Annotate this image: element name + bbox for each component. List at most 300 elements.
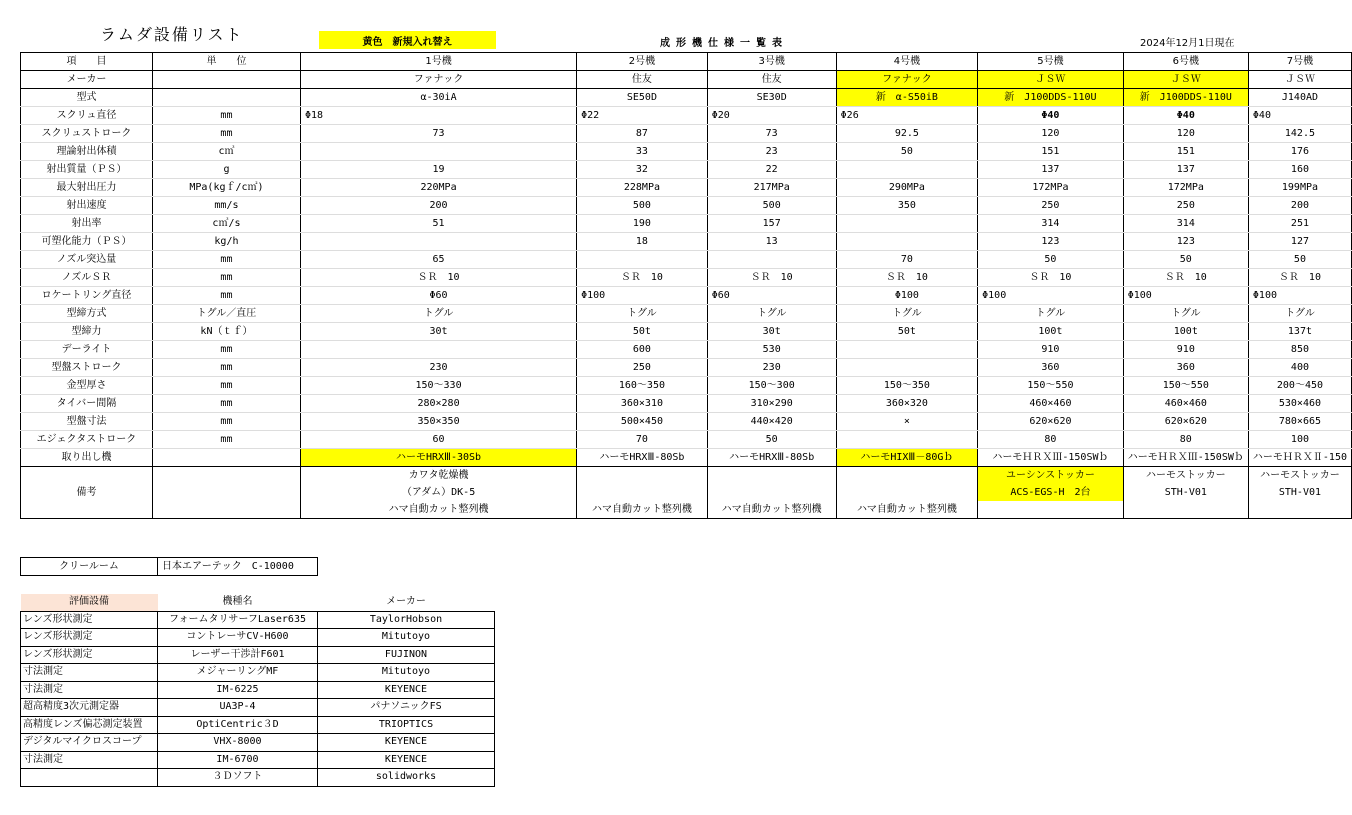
eval-cell-2: KEYENCE	[318, 751, 495, 769]
eval-cell-2: TRIOPTICS	[318, 716, 495, 734]
remarks-line	[577, 484, 707, 501]
row-label: 金型厚さ	[21, 377, 153, 395]
cell-machine-3: 157	[707, 215, 836, 233]
spec-row	[21, 449, 1352, 467]
cell-machine-4	[836, 233, 977, 251]
header-machine-6: 6号機	[1123, 53, 1248, 71]
eval-row	[21, 699, 495, 717]
row-unit: mm	[152, 431, 300, 449]
cell-machine-6: 910	[1123, 341, 1248, 359]
cell-machine-3: 217MPa	[707, 179, 836, 197]
spec-row	[21, 179, 1352, 197]
cell-machine-6: Φ100	[1123, 287, 1248, 305]
cell-machine-6: 50	[1123, 251, 1248, 269]
cell-machine-1: Φ18	[300, 107, 576, 125]
cell-machine-5: 460×460	[978, 395, 1124, 413]
spec-row	[21, 197, 1352, 215]
cell-machine-4: トグル	[836, 305, 977, 323]
cell-machine-6: 172MPa	[1123, 179, 1248, 197]
cell-machine-3: 150～300	[707, 377, 836, 395]
header-machine-4: 4号機	[836, 53, 977, 71]
cell-machine-3: 530	[707, 341, 836, 359]
remarks-line: ハーモストッカー	[1260, 470, 1340, 481]
row-unit: mm	[152, 377, 300, 395]
cell-machine-7: 780×665	[1248, 413, 1351, 431]
cell-machine-2: 360×310	[577, 395, 708, 413]
cell-machine-6: 123	[1123, 233, 1248, 251]
eval-cell-2: KEYENCE	[318, 681, 495, 699]
eval-cell-2: Mitutoyo	[318, 629, 495, 647]
remarks-line	[708, 467, 836, 484]
row-label: 型締方式	[21, 305, 153, 323]
remarks-line	[1249, 501, 1351, 518]
cell-machine-5: 172MPa	[978, 179, 1124, 197]
cell-machine-6: 150～550	[1123, 377, 1248, 395]
eval-cell-0: 高精度レンズ偏芯測定装置	[21, 716, 158, 734]
eval-cell-2: solidworks	[318, 769, 495, 787]
cell-machine-7: J140AD	[1248, 89, 1351, 107]
eval-row	[21, 664, 495, 682]
cell-machine-7: トグル	[1248, 305, 1351, 323]
row-unit	[152, 449, 300, 467]
eval-cell-2: パナソニックFS	[318, 699, 495, 717]
row-unit: mm	[152, 269, 300, 287]
row-unit: c㎥/s	[152, 215, 300, 233]
cell-machine-7: 142.5	[1248, 125, 1351, 143]
cell-machine-3: 23	[707, 143, 836, 161]
cell-machine-5: 50	[978, 251, 1124, 269]
remarks-line: （アダム）DK-5	[401, 487, 476, 498]
row-label: スクリュ直径	[21, 107, 153, 125]
spec-row	[21, 359, 1352, 377]
remarks-line: ハマ自動カット整列機	[388, 504, 489, 515]
machine-spec-table	[20, 52, 1352, 519]
cell-machine-2: ハーモHRXⅢ-80Sb	[577, 449, 708, 467]
cell-machine-3: 30t	[707, 323, 836, 341]
cell-machine-4: ×	[836, 413, 977, 431]
cell-machine-3: 13	[707, 233, 836, 251]
remarks-line: STH-V01	[1164, 487, 1207, 498]
cell-machine-5: 80	[978, 431, 1124, 449]
eval-row	[21, 681, 495, 699]
cell-machine-2: 500×450	[577, 413, 708, 431]
spec-row	[21, 395, 1352, 413]
eval-cell-1: IM-6225	[158, 681, 318, 699]
spec-row	[21, 287, 1352, 305]
cell-machine-6: ＳＲ 10	[1123, 269, 1248, 287]
cell-machine-4: ＳＲ 10	[836, 269, 977, 287]
cell-machine-7: ＪＳＷ	[1248, 71, 1351, 89]
spec-row	[21, 215, 1352, 233]
cell-machine-2: Φ100	[577, 287, 708, 305]
row-unit: g	[152, 161, 300, 179]
cell-machine-6: 新 J100DDS-110U	[1123, 89, 1248, 107]
cell-machine-7: 127	[1248, 233, 1351, 251]
cell-machine-6: 120	[1123, 125, 1248, 143]
cell-machine-1: 65	[300, 251, 576, 269]
row-label: 取り出し機	[21, 449, 153, 467]
cell-machine-6: 620×620	[1123, 413, 1248, 431]
row-unit: トグル／直圧	[152, 305, 300, 323]
cell-machine-4	[836, 215, 977, 233]
cell-machine-6: 151	[1123, 143, 1248, 161]
row-label: メーカー	[21, 71, 153, 89]
cell-machine-5: ハーモＨＲＸⅢ-150SWｂ	[978, 449, 1124, 467]
row-unit: kN（ｔｆ）	[152, 323, 300, 341]
remarks-line	[708, 484, 836, 501]
cell-machine-1: 200	[300, 197, 576, 215]
cell-machine-5: Φ100	[978, 287, 1124, 305]
remarks-line: ハマ自動カット整列機	[856, 504, 957, 515]
remarks-row	[21, 467, 1352, 519]
cell-machine-2: 500	[577, 197, 708, 215]
row-label: 理論射出体積	[21, 143, 153, 161]
spec-row	[21, 143, 1352, 161]
cell-machine-1: 150～330	[300, 377, 576, 395]
eval-row	[21, 769, 495, 787]
remarks-line: ハマ自動カット整列機	[591, 504, 692, 515]
cell-machine-3: トグル	[707, 305, 836, 323]
eval-cell-2: FUJINON	[318, 646, 495, 664]
eval-cell-1: IM-6700	[158, 751, 318, 769]
remarks-line	[1124, 501, 1248, 518]
cell-machine-5: 151	[978, 143, 1124, 161]
cell-machine-1: 19	[300, 161, 576, 179]
cell-machine-1: 230	[300, 359, 576, 377]
cell-machine-1: 30t	[300, 323, 576, 341]
cell-machine-4	[836, 359, 977, 377]
eval-cell-0: デジタルマイクロスコープ	[21, 734, 158, 752]
cell-machine-4	[836, 161, 977, 179]
cell-machine-3: 住友	[707, 71, 836, 89]
remarks-line	[577, 467, 707, 484]
row-unit: mm	[152, 125, 300, 143]
cell-machine-7: 850	[1248, 341, 1351, 359]
remarks-machine-1	[300, 467, 576, 519]
row-label: スクリュストローク	[21, 125, 153, 143]
cell-machine-2: 228MPa	[577, 179, 708, 197]
cell-machine-3: 310×290	[707, 395, 836, 413]
cell-machine-5: 100t	[978, 323, 1124, 341]
cell-machine-1: トグル	[300, 305, 576, 323]
cell-machine-3: Φ60	[707, 287, 836, 305]
page-title: ラムダ設備リスト	[100, 25, 244, 44]
cell-machine-7: 530×460	[1248, 395, 1351, 413]
spec-row	[21, 305, 1352, 323]
remarks-line: ACS-EGS-H 2台	[978, 484, 1123, 501]
cell-machine-7: ＳＲ 10	[1248, 269, 1351, 287]
cell-machine-6: 100t	[1123, 323, 1248, 341]
cell-machine-5: トグル	[978, 305, 1124, 323]
cell-machine-4: Φ26	[836, 107, 977, 125]
row-label: 射出速度	[21, 197, 153, 215]
remarks-line: カワタ乾燥機	[408, 470, 469, 481]
row-unit	[152, 89, 300, 107]
eval-cell-2: Mitutoyo	[318, 664, 495, 682]
spec-row	[21, 233, 1352, 251]
cell-machine-1: ＳＲ 10	[300, 269, 576, 287]
cell-machine-3: 73	[707, 125, 836, 143]
cell-machine-4: 290MPa	[836, 179, 977, 197]
cell-machine-5: 137	[978, 161, 1124, 179]
cell-machine-4: Φ100	[836, 287, 977, 305]
eval-cell-1: VHX-8000	[158, 734, 318, 752]
cell-machine-5: 120	[978, 125, 1124, 143]
cell-machine-3	[707, 251, 836, 269]
cell-machine-6: ＪＳＷ	[1123, 71, 1248, 89]
row-label: ノズルＳＲ	[21, 269, 153, 287]
cell-machine-2: 32	[577, 161, 708, 179]
cell-machine-1: 73	[300, 125, 576, 143]
cell-machine-3: SE30D	[707, 89, 836, 107]
cell-machine-2	[577, 251, 708, 269]
cell-machine-1: 51	[300, 215, 576, 233]
eval-cell-1: ３Ｄソフト	[158, 769, 318, 787]
eval-cell-2: KEYENCE	[318, 734, 495, 752]
cell-machine-1: 220MPa	[300, 179, 576, 197]
cell-machine-5: Φ40	[978, 107, 1124, 125]
row-unit: mm	[152, 251, 300, 269]
cell-machine-5: 620×620	[978, 413, 1124, 431]
cell-machine-2: 87	[577, 125, 708, 143]
cell-machine-7: 137t	[1248, 323, 1351, 341]
remarks-machine-7	[1248, 467, 1351, 519]
cell-machine-6: 314	[1123, 215, 1248, 233]
cell-machine-3: Φ20	[707, 107, 836, 125]
cell-machine-5: ＳＲ 10	[978, 269, 1124, 287]
cell-machine-2: ＳＲ 10	[577, 269, 708, 287]
cleanroom-label: クリールーム	[21, 558, 158, 576]
cell-machine-7: 251	[1248, 215, 1351, 233]
cell-machine-5: 250	[978, 197, 1124, 215]
eval-row	[21, 716, 495, 734]
cell-machine-1	[300, 233, 576, 251]
eval-header-0: 評価設備	[21, 594, 158, 611]
row-unit: mm/s	[152, 197, 300, 215]
cell-machine-4: 50t	[836, 323, 977, 341]
header-machine-5: 5号機	[978, 53, 1124, 71]
legend-new-replacement: 黄色 新規入れ替え	[319, 31, 496, 49]
row-label: 最大射出圧力	[21, 179, 153, 197]
row-label: 型締力	[21, 323, 153, 341]
cell-machine-4	[836, 431, 977, 449]
remarks-machine-4	[836, 467, 977, 519]
spec-row	[21, 251, 1352, 269]
spec-row	[21, 341, 1352, 359]
row-unit: mm	[152, 413, 300, 431]
cell-machine-1: Φ60	[300, 287, 576, 305]
header-machine-2: 2号機	[577, 53, 708, 71]
cell-machine-4: ファナック	[836, 71, 977, 89]
cell-machine-1: α-30iA	[300, 89, 576, 107]
eval-header-1: 機種名	[222, 596, 253, 607]
cell-machine-6: 460×460	[1123, 395, 1248, 413]
cell-machine-7: 160	[1248, 161, 1351, 179]
row-unit: kg/h	[152, 233, 300, 251]
cell-machine-5: 360	[978, 359, 1124, 377]
cell-machine-3: ＳＲ 10	[707, 269, 836, 287]
cell-machine-1: ハーモHRXⅢ-30Sb	[300, 449, 576, 467]
row-label: ロケートリング直径	[21, 287, 153, 305]
cell-machine-1	[300, 341, 576, 359]
eval-cell-1: コントレーサCV-H600	[158, 629, 318, 647]
eval-header-row	[21, 594, 495, 611]
cell-machine-6: 80	[1123, 431, 1248, 449]
eval-row	[21, 646, 495, 664]
eval-cell-1: レーザー干渉計F601	[158, 646, 318, 664]
cell-machine-7: 199MPa	[1248, 179, 1351, 197]
header-machine-7: 7号機	[1248, 53, 1351, 71]
cell-machine-4: 新 α-S50iB	[836, 89, 977, 107]
remarks-line	[837, 484, 977, 501]
cell-machine-2: 18	[577, 233, 708, 251]
cell-machine-6: ハーモＨＲＸⅢ-150SWｂ	[1123, 449, 1248, 467]
row-label: エジェクタストローク	[21, 431, 153, 449]
header-item: 項 目	[21, 53, 153, 71]
row-label: 可塑化能力（ＰＳ）	[21, 233, 153, 251]
remarks-label: 備考	[21, 467, 153, 519]
cell-machine-2: 250	[577, 359, 708, 377]
cell-machine-2: 70	[577, 431, 708, 449]
cell-machine-1: ファナック	[300, 71, 576, 89]
cell-machine-1	[300, 143, 576, 161]
eval-cell-2: TaylorHobson	[318, 611, 495, 629]
row-label: 型式	[21, 89, 153, 107]
eval-row	[21, 611, 495, 629]
remarks-machine-6	[1123, 467, 1248, 519]
remarks-line: STH-V01	[1278, 487, 1322, 498]
spec-row	[21, 89, 1352, 107]
spec-row	[21, 161, 1352, 179]
eval-header-2: メーカー	[386, 596, 426, 607]
row-unit: mm	[152, 341, 300, 359]
evaluation-equipment-table	[20, 594, 495, 787]
cell-machine-4	[836, 341, 977, 359]
as-of-date: 2024年12月1日現在	[1140, 38, 1235, 49]
eval-row	[21, 751, 495, 769]
cell-machine-6: 137	[1123, 161, 1248, 179]
spec-row	[21, 71, 1352, 89]
spec-row	[21, 269, 1352, 287]
cell-machine-7: Φ100	[1248, 287, 1351, 305]
cell-machine-7: Φ40	[1248, 107, 1351, 125]
remarks-line	[978, 501, 1123, 518]
cell-machine-5: ＪＳＷ	[978, 71, 1124, 89]
cell-machine-4: ハーモHIXⅢ－80Gｂ	[836, 449, 977, 467]
cell-machine-2: 50t	[577, 323, 708, 341]
eval-cell-0: 寸法測定	[21, 664, 158, 682]
row-label: 射出質量（ＰＳ）	[21, 161, 153, 179]
cell-machine-4: 360×320	[836, 395, 977, 413]
cell-machine-2: トグル	[577, 305, 708, 323]
row-unit: mm	[152, 287, 300, 305]
cell-machine-2: 住友	[577, 71, 708, 89]
cell-machine-2: 600	[577, 341, 708, 359]
row-unit: mm	[152, 395, 300, 413]
cell-machine-2: 190	[577, 215, 708, 233]
spec-row	[21, 413, 1352, 431]
eval-cell-0: レンズ形状測定	[21, 646, 158, 664]
remarks-line: ハマ自動カット整列機	[721, 504, 822, 515]
eval-cell-1: メジャーリングMF	[158, 664, 318, 682]
spec-row	[21, 107, 1352, 125]
eval-cell-0: 超高精度3次元測定器	[21, 699, 158, 717]
remarks-machine-3	[707, 467, 836, 519]
row-unit: c㎥	[152, 143, 300, 161]
cell-machine-4: 70	[836, 251, 977, 269]
header-row	[21, 53, 1352, 71]
eval-cell-0: レンズ形状測定	[21, 629, 158, 647]
cell-machine-5: 314	[978, 215, 1124, 233]
cell-machine-2: 33	[577, 143, 708, 161]
row-label: デーライト	[21, 341, 153, 359]
row-label: 射出率	[21, 215, 153, 233]
cleanroom-table	[20, 557, 318, 576]
eval-cell-0: 寸法測定	[21, 751, 158, 769]
eval-cell-1: フォームタリサーフLaser635	[158, 611, 318, 629]
cell-machine-7: ハーモＨＲＸⅡ-150	[1248, 449, 1351, 467]
header-machine-1: 1号機	[300, 53, 576, 71]
remarks-unit	[152, 467, 300, 519]
cell-machine-1: 280×280	[300, 395, 576, 413]
cell-machine-2: SE50D	[577, 89, 708, 107]
row-label: 型盤ストローク	[21, 359, 153, 377]
spec-row	[21, 431, 1352, 449]
cell-machine-7: 100	[1248, 431, 1351, 449]
table-heading: 成形機仕様一覧表	[660, 38, 788, 49]
remarks-machine-5	[978, 467, 1124, 519]
remarks-machine-2	[577, 467, 708, 519]
eval-cell-0	[21, 769, 158, 787]
cell-machine-7: 400	[1248, 359, 1351, 377]
cell-machine-7: 200～450	[1248, 377, 1351, 395]
cell-machine-4: 150～350	[836, 377, 977, 395]
row-unit	[152, 71, 300, 89]
row-label: 型盤寸法	[21, 413, 153, 431]
cell-machine-2: 160～350	[577, 377, 708, 395]
cell-machine-5: 新 J100DDS-110U	[978, 89, 1124, 107]
cell-machine-5: 910	[978, 341, 1124, 359]
cell-machine-4: 350	[836, 197, 977, 215]
cell-machine-3: 500	[707, 197, 836, 215]
cell-machine-6: 360	[1123, 359, 1248, 377]
eval-row	[21, 734, 495, 752]
eval-cell-1: OptiCentric３D	[158, 716, 318, 734]
eval-cell-0: 寸法測定	[21, 681, 158, 699]
cell-machine-7: 176	[1248, 143, 1351, 161]
row-label: タイバー間隔	[21, 395, 153, 413]
cell-machine-6: 250	[1123, 197, 1248, 215]
eval-cell-0: レンズ形状測定	[21, 611, 158, 629]
cell-machine-7: 200	[1248, 197, 1351, 215]
spec-row	[21, 125, 1352, 143]
cell-machine-1: 350×350	[300, 413, 576, 431]
cell-machine-2: Φ22	[577, 107, 708, 125]
cell-machine-1: 60	[300, 431, 576, 449]
cell-machine-3: ハーモHRXⅢ-80Sb	[707, 449, 836, 467]
cell-machine-3: 22	[707, 161, 836, 179]
row-unit: mm	[152, 107, 300, 125]
spec-row	[21, 377, 1352, 395]
spec-row	[21, 323, 1352, 341]
cell-machine-7: 50	[1248, 251, 1351, 269]
cell-machine-6: トグル	[1123, 305, 1248, 323]
cell-machine-3: 440×420	[707, 413, 836, 431]
row-unit: mm	[152, 359, 300, 377]
row-unit: MPa(kgｆ/c㎡)	[152, 179, 300, 197]
header-unit: 単 位	[152, 53, 300, 71]
row-label: ノズル突込量	[21, 251, 153, 269]
